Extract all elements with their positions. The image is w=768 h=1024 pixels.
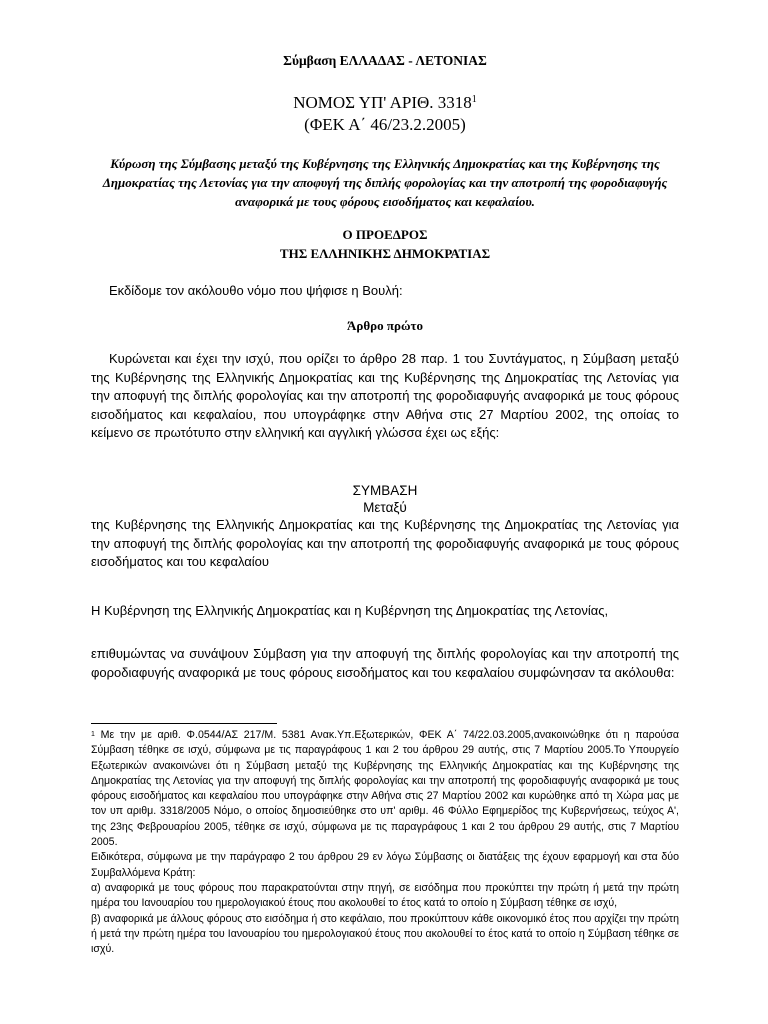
convention-title: ΣΥΜΒΑΣΗ [352,483,418,498]
president-line-2: ΤΗΣ ΕΛΛΗΝΙΚΗΣ ΔΗΜΟΚΡΑΤΙΑΣ [279,246,491,261]
footnote-paragraph-2: Ειδικότερα, σύμφωνα με την παράγραφο 2 του άρθρου 29 εν λόγω Σύμβασης οι διατάξεις της έχουν εφαρμογή και στα δύο Συμβαλλόμενα Κράτη: [91,851,679,879]
footnote [91,728,679,957]
footnote-separator [91,723,277,724]
article-heading: Άρθρο πρώτο [347,318,423,333]
law-heading [91,92,679,136]
preamble-paragraph-2: επιθυμώντας να συνάψουν Σύμβαση για την αποφυγή της διπλής φορολογίας και την αποτροπή της φοροδιαφυγής αναφορικά με τους φόρους εισοδήματος και του κεφαλαίου συμφώνησαν τα ακόλουθα: [91,646,679,680]
gazette-reference: (ΦΕΚ Α΄ 46/23.2.2005) [304,115,466,134]
convention-between: Μεταξύ [363,500,407,515]
preamble-paragraph-1: Η Κυβέρνηση της Ελληνικής Δημοκρατίας και η Κυβέρνηση της Δημοκρατίας της Λετονίας, [91,603,609,618]
law-number-line [91,92,679,114]
footnote-paragraph-1 [91,728,679,850]
footnote-paragraph-4: β) αναφορικά με άλλους φόρους στο εισόδημα ή στο κεφάλαιο, που προκύπτουν κάθε οικονομικό έτος που αρχίζει την πρώτη ή μετά την πρώτη ημέρα του Ιανουαρίου του ημερολογιακού έτους που ακολουθεί το έτος κατά το οποίο η Σύμβαση τέθηκε σε ισχύ. [91,912,679,956]
enactment-clause: Εκδίδομε τον ακόλουθο νόμο που ψήφισε η Βουλή: [109,283,403,298]
convention-parties: της Κυβέρνησης της Ελληνικής Δημοκρατίας και της Κυβέρνησης της Δημοκρατίας της Λετονίας για την αποφυγή της διπλής φορολογίας και την αποτροπή της φοροδιαφυγής αναφορικά με τους φόρους εισοδήματος και του κεφαλαίου [91,517,679,569]
footnote-text-1: Με την με αριθ. Φ.0544/ΑΣ 217/Μ. 5381 Ανακ.Υπ.Εξωτερικών, ΦΕΚ Α΄ 74/22.03.2005,ανακοινώθηκε ότι η παρούσα Σύμβαση τέθηκε σε ισχύ, σύμφωνα με τις παραγράφους 1 και 2 του άρθρου 29 αυτής, στις 7 Μαρτίου 2005.Το Υπουργείο Εξωτερικών ανακοινώνει ότι η Σύμβαση μεταξύ της Κυβέρνησης της Ελληνικής Δημοκρατίας και της Κυβέρνησης της Δημοκρατίας της Λετονίας για την αποφυγή της διπλής φορολογίας και την αποτροπή της φοροδιαφυγής αναφορικά με τους φόρους εισοδήματος και κεφαλαίου που υπογράφηκε στην Αθήνα στις 27 Μαρτίου 2002 και κυρώθηκε από τη Χώρα μας με τον υπ αριθμ. 3318/2005 Νόμο, ο οποίος δημοσιεύθηκε στο υπ' αριθμ. 46 Φύλλο Εφημερίδος της Κυβερνήσεως, τεύχος Α', της 23ης Φεβρουαρίου 2005, τέθηκε σε ισχύ, σύμφωνα με τις παραγράφους 1 και 2 του άρθρου 29 αυτής, στις 7 Μαρτίου 2005. [91,729,679,849]
footnote-mark: 1 [91,731,95,738]
president-heading [91,225,679,263]
footnote-reference[interactable]: 1 [471,94,477,105]
president-line-1: Ο ΠΡΟΕΔΡΟΣ [342,227,428,242]
article-body: Κυρώνεται και έχει την ισχύ, που ορίζει το άρθρο 28 παρ. 1 του Συντάγματος, η Σύμβαση μεταξύ της Κυβέρνησης της Ελληνικής Δημοκρατίας και της Κυβέρνησης της Δημοκρατίας της Λετονίας για την αποφυγή της διπλής φορολογίας και την αποτροπή της φοροδιαφυγής αναφορικά με τους φόρους εισοδήματος και κεφαλαίου, που υπογράφηκε στην Αθήνα στις 27 Μαρτίου 2002, της οποίας το κείμενο σε πρωτότυπο στην ελληνική και αγγλική γλώσσα έχει ως εξής: [91,351,679,440]
ratification-title: Κύρωση της Σύμβασης μεταξύ της Κυβέρνησης της Ελληνικής Δημοκρατίας και της Κυβέρνησης της Δημοκρατίας της Λετονίας για την αποφυγή της διπλής φορολογίας και την αποτροπή της φοροδιαφυγής αναφορικά με τους φόρους εισοδήματος και κεφαλαίου. [102,156,668,209]
footnote-paragraph-3: α) αναφορικά με τους φόρους που παρακρατούνται στην πηγή, σε εισόδημα που προκύπτει την πρώτη ή μετά την πρώτη ημέρα του Ιανουαρίου του ημερολογιακού έτους που ακολουθεί το έτος κατά το οποίο η Σύμβαση τέθηκε σε ισχύ, [91,881,679,910]
law-number: ΝΟΜΟΣ ΥΠ' ΑΡΙΘ. 3318 [293,93,472,112]
document-title: Σύμβαση ΕΛΛΑΔΑΣ - ΛΕΤΟΝΙΑΣ [283,53,487,68]
